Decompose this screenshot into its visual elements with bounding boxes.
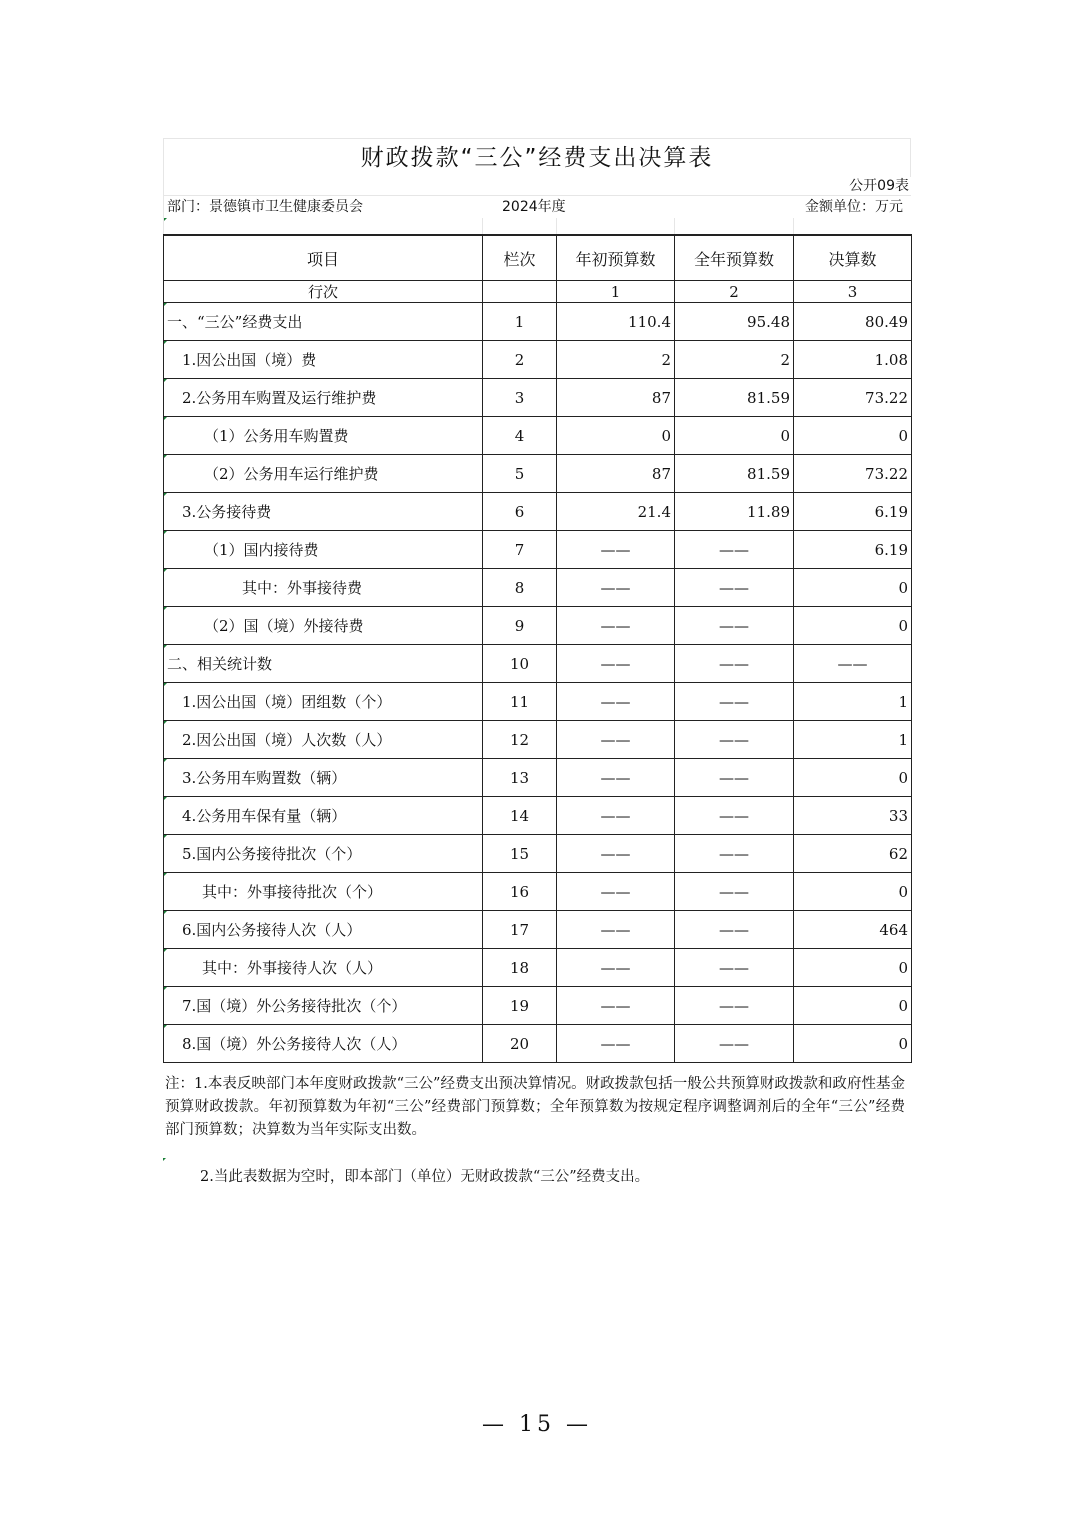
row-item: 1.因公出国（境）团组数（个）	[164, 683, 483, 721]
row-col3: 0	[794, 1025, 912, 1063]
row-col2: ——	[675, 797, 794, 835]
row-item: 4.公务用车保有量（辆）	[164, 797, 483, 835]
row-line: 12	[483, 721, 557, 759]
header-line: 栏次	[483, 235, 557, 281]
table-row	[164, 493, 912, 531]
table-row	[164, 987, 912, 1025]
page-number: — 15 —	[482, 1412, 592, 1437]
header-row	[164, 235, 912, 281]
row-col2: ——	[675, 531, 794, 569]
table-row	[164, 303, 912, 341]
table-row	[164, 911, 912, 949]
row-col2: ——	[675, 645, 794, 683]
year-label: 2024年度	[502, 199, 566, 215]
row-line: 9	[483, 607, 557, 645]
row-col1: ——	[557, 721, 675, 759]
row-col3: 6.19	[794, 531, 912, 569]
row-item: 2.因公出国（境）人次数（人）	[164, 721, 483, 759]
subheader-col1: 1	[557, 281, 675, 303]
row-col1: ——	[557, 683, 675, 721]
row-col3: 1	[794, 683, 912, 721]
subheader-row	[164, 281, 912, 303]
row-col2: ——	[675, 1025, 794, 1063]
grid-line	[674, 218, 675, 234]
row-col2: 0	[675, 417, 794, 455]
subheader-col2: 2	[675, 281, 794, 303]
row-line: 19	[483, 987, 557, 1025]
row-col2: ——	[675, 607, 794, 645]
row-col1: ——	[557, 1025, 675, 1063]
table-row	[164, 835, 912, 873]
row-col3: ——	[794, 645, 912, 683]
row-line: 7	[483, 531, 557, 569]
table-row	[164, 607, 912, 645]
table-row	[164, 759, 912, 797]
row-item: 5.国内公务接待批次（个）	[164, 835, 483, 873]
row-line: 17	[483, 911, 557, 949]
table-row	[164, 379, 912, 417]
row-col2: ——	[675, 683, 794, 721]
row-col3: 73.22	[794, 379, 912, 417]
row-item: 1.因公出国（境）费	[164, 341, 483, 379]
row-line: 2	[483, 341, 557, 379]
row-line: 1	[483, 303, 557, 341]
row-col2: ——	[675, 987, 794, 1025]
row-col1: 87	[557, 379, 675, 417]
row-line: 18	[483, 949, 557, 987]
row-item: （2）国（境）外接待费	[164, 607, 483, 645]
row-col2: 2	[675, 341, 794, 379]
table-row	[164, 797, 912, 835]
row-line: 4	[483, 417, 557, 455]
row-col2: ——	[675, 721, 794, 759]
row-item: 二、相关统计数	[164, 645, 483, 683]
row-col3: 62	[794, 835, 912, 873]
row-col2: ——	[675, 569, 794, 607]
subheader-line	[483, 281, 557, 303]
row-item: 其中：外事接待人次（人）	[164, 949, 483, 987]
expenditure-table	[163, 234, 912, 1063]
row-col3: 0	[794, 987, 912, 1025]
row-line: 3	[483, 379, 557, 417]
row-col3: 1	[794, 721, 912, 759]
row-col2: ——	[675, 835, 794, 873]
row-col1: ——	[557, 607, 675, 645]
subheader-col3: 3	[794, 281, 912, 303]
table-row	[164, 1025, 912, 1063]
row-item: 3.公务接待费	[164, 493, 483, 531]
header-item: 项目	[164, 235, 483, 281]
row-col2: 95.48	[675, 303, 794, 341]
row-col1: ——	[557, 873, 675, 911]
row-col2: 81.59	[675, 455, 794, 493]
row-col1: ——	[557, 835, 675, 873]
table-row	[164, 683, 912, 721]
budget-sheet	[163, 138, 911, 1063]
table-row	[164, 531, 912, 569]
row-col3: 0	[794, 417, 912, 455]
row-col1: 110.4	[557, 303, 675, 341]
row-item: 其中：外事接待批次（个）	[164, 873, 483, 911]
row-col3: 1.08	[794, 341, 912, 379]
row-col1: ——	[557, 987, 675, 1025]
table-row	[164, 721, 912, 759]
row-col1: ——	[557, 759, 675, 797]
row-line: 10	[483, 645, 557, 683]
table-row	[164, 645, 912, 683]
row-col3: 0	[794, 759, 912, 797]
form-code: 公开09表	[163, 177, 911, 195]
row-col1: ——	[557, 949, 675, 987]
row-line: 8	[483, 569, 557, 607]
row-col3: 0	[794, 949, 912, 987]
row-col3: 0	[794, 569, 912, 607]
row-col1: ——	[557, 797, 675, 835]
row-col1: ——	[557, 569, 675, 607]
row-col2: ——	[675, 949, 794, 987]
header-col2: 全年预算数	[675, 235, 794, 281]
row-col1: ——	[557, 911, 675, 949]
subheader-item: 行次	[164, 281, 483, 303]
department-label: 部门：景德镇市卫生健康委员会	[167, 199, 363, 215]
row-col3: 464	[794, 911, 912, 949]
row-item: 7.国（境）外公务接待批次（个）	[164, 987, 483, 1025]
spacer-row	[163, 218, 911, 234]
grid-line	[482, 218, 483, 234]
notes-block	[165, 1073, 905, 1142]
row-line: 6	[483, 493, 557, 531]
row-col1: 0	[557, 417, 675, 455]
row-item: （2）公务用车运行维护费	[164, 455, 483, 493]
row-item: 一、“三公”经费支出	[164, 303, 483, 341]
row-item: （1）国内接待费	[164, 531, 483, 569]
row-col3: 33	[794, 797, 912, 835]
row-item: （1）公务用车购置费	[164, 417, 483, 455]
row-col2: 11.89	[675, 493, 794, 531]
table-row	[164, 873, 912, 911]
meta-row	[163, 195, 911, 218]
table-row	[164, 417, 912, 455]
row-item: 2.公务用车购置及运行维护费	[164, 379, 483, 417]
row-col3: 80.49	[794, 303, 912, 341]
unit-label: 金额单位：万元	[805, 199, 903, 215]
row-line: 13	[483, 759, 557, 797]
table-row	[164, 569, 912, 607]
note-2: 2.当此表数据为空时，即本部门（单位）无财政拨款“三公”经费支出。	[200, 1169, 650, 1185]
row-col3: 0	[794, 607, 912, 645]
table-row	[164, 949, 912, 987]
row-line: 11	[483, 683, 557, 721]
note-1: 注：1.本表反映部门本年度财政拨款“三公”经费支出预决算情况。财政拨款包括一般公共预算财政拨款和政府性基金预算财政拨款。年初预算数为年初“三公”经费部门预算数；全年预算数为按规定程序调整调剂后的全年“三公”经费部门预算数；决算数为当年实际支出数。	[165, 1076, 905, 1138]
cell-marker	[164, 218, 167, 221]
row-col1: ——	[557, 531, 675, 569]
grid-line	[556, 218, 557, 234]
grid-line	[793, 218, 794, 234]
row-line: 20	[483, 1025, 557, 1063]
row-col1: 87	[557, 455, 675, 493]
row-col1: ——	[557, 645, 675, 683]
row-item: 6.国内公务接待人次（人）	[164, 911, 483, 949]
row-col2: ——	[675, 759, 794, 797]
table-row	[164, 455, 912, 493]
row-item: 其中：外事接待费	[164, 569, 483, 607]
row-line: 5	[483, 455, 557, 493]
row-col1: 2	[557, 341, 675, 379]
row-line: 15	[483, 835, 557, 873]
header-col3: 决算数	[794, 235, 912, 281]
table-row	[164, 341, 912, 379]
row-item: 8.国（境）外公务接待人次（人）	[164, 1025, 483, 1063]
row-col3: 73.22	[794, 455, 912, 493]
row-col1: 21.4	[557, 493, 675, 531]
row-item: 3.公务用车购置数（辆）	[164, 759, 483, 797]
row-col2: 81.59	[675, 379, 794, 417]
row-line: 16	[483, 873, 557, 911]
row-col3: 6.19	[794, 493, 912, 531]
row-col2: ——	[675, 873, 794, 911]
row-line: 14	[483, 797, 557, 835]
header-col1: 年初预算数	[557, 235, 675, 281]
cell-marker	[163, 1158, 166, 1161]
table-title: 财政拨款“三公”经费支出决算表	[163, 138, 911, 177]
row-col3: 0	[794, 873, 912, 911]
row-col2: ——	[675, 911, 794, 949]
